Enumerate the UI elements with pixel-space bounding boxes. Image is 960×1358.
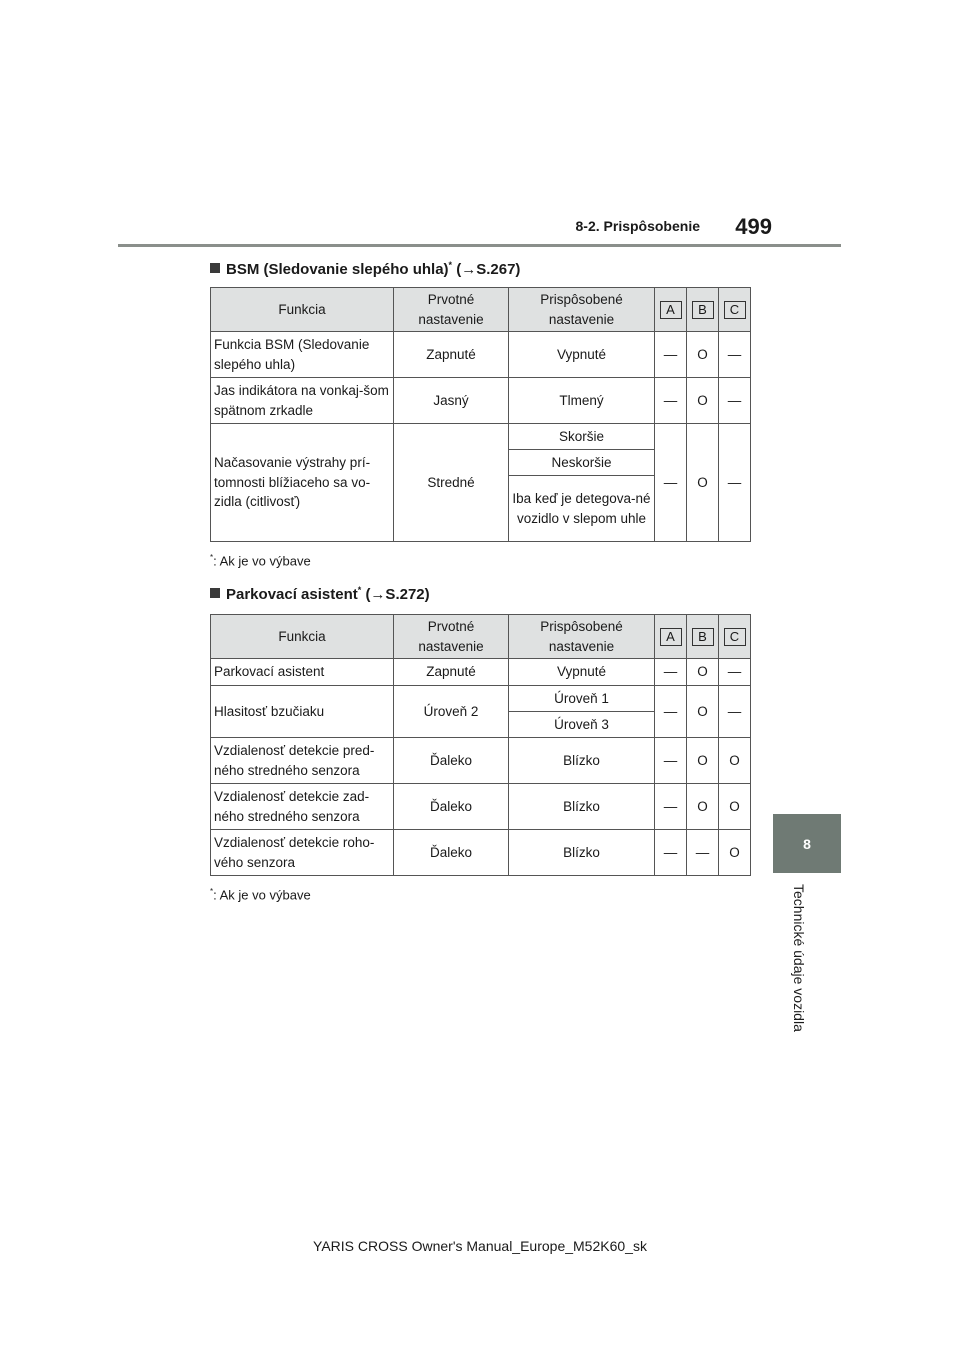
- footnote-text: : Ak je vo výbave: [213, 887, 311, 903]
- cell-c: O: [719, 738, 751, 784]
- cell-default: Zapnuté: [394, 332, 509, 378]
- bsm-heading: [210, 260, 520, 278]
- page-number: 499: [735, 214, 772, 239]
- cell-c: —: [719, 378, 751, 424]
- bsm-heading-text: BSM (Sledovanie slepého uhla): [226, 261, 449, 278]
- letter-a-icon: A: [660, 628, 682, 646]
- header-divider: [118, 244, 841, 247]
- cell-default: Úroveň 2: [394, 686, 509, 738]
- cell-b: O: [687, 686, 719, 738]
- cell-b: O: [687, 424, 719, 542]
- table-row: [211, 738, 751, 784]
- parking-heading: [210, 585, 430, 603]
- col-customized: Prispôsobené nastavenie: [509, 615, 655, 659]
- cell-b: O: [687, 784, 719, 830]
- chapter-label: Technické údaje vozidla: [791, 884, 807, 1032]
- cell-function: Načasovanie výstrahy prí-tomnosti blížiaceho sa vo-zidla (citlivosť): [211, 424, 394, 542]
- parking-heading-asterisk: *: [357, 585, 362, 595]
- letter-b-icon: B: [692, 628, 714, 646]
- cell-a: —: [655, 686, 687, 738]
- cell-default: Ďaleko: [394, 830, 509, 876]
- cell-b: —: [687, 830, 719, 876]
- cell-a: —: [655, 830, 687, 876]
- cell-a: —: [655, 784, 687, 830]
- col-b: [687, 615, 719, 659]
- cell-function: Parkovací asistent: [211, 659, 394, 686]
- table-row: [211, 378, 751, 424]
- col-default: Prvotné nastavenie: [394, 288, 509, 332]
- cell-default: Jasný: [394, 378, 509, 424]
- cell-function: Vzdialenosť detekcie roho-vého senzora: [211, 830, 394, 876]
- table-row: [211, 686, 751, 712]
- bsm-heading-ref: (→S.267): [456, 261, 521, 278]
- bsm-heading-asterisk: *: [448, 260, 453, 270]
- col-function: Funkcia: [211, 615, 394, 659]
- parking-heading-ref: (→S.272): [365, 586, 430, 603]
- table-header-row: [211, 288, 751, 332]
- col-function: Funkcia: [211, 288, 394, 332]
- table-header-row: [211, 615, 751, 659]
- footnote-text: : Ak je vo výbave: [213, 553, 311, 569]
- cell-customized: Blízko: [509, 830, 655, 876]
- cell-function: Vzdialenosť detekcie zad-ného stredného senzora: [211, 784, 394, 830]
- chapter-number: 8: [803, 835, 811, 852]
- table-row: [211, 830, 751, 876]
- cell-b: O: [687, 738, 719, 784]
- cell-c: —: [719, 332, 751, 378]
- cell-b: O: [687, 378, 719, 424]
- cell-customized: Blízko: [509, 784, 655, 830]
- cell-c: O: [719, 830, 751, 876]
- cell-b: O: [687, 332, 719, 378]
- parking-footnote: [210, 887, 311, 902]
- cell-default: Zapnuté: [394, 659, 509, 686]
- cell-a: —: [655, 332, 687, 378]
- letter-a-icon: A: [660, 301, 682, 319]
- col-a: [655, 615, 687, 659]
- footnote-asterisk: *: [210, 553, 214, 562]
- cell-default: Ďaleko: [394, 784, 509, 830]
- letter-c-icon: C: [724, 628, 746, 646]
- cell-option: Iba keď je detegova-né vozidlo v slepom uhle: [509, 476, 655, 542]
- cell-function: Vzdialenosť detekcie pred-ného stredného senzora: [211, 738, 394, 784]
- col-customized: Prispôsobené nastavenie: [509, 288, 655, 332]
- parking-heading-text: Parkovací asistent: [226, 586, 358, 603]
- footnote-asterisk: *: [210, 887, 214, 896]
- section-title: 8-2. Prispôsobenie: [575, 218, 700, 234]
- cell-a: —: [655, 659, 687, 686]
- col-c: [719, 615, 751, 659]
- cell-a: —: [655, 378, 687, 424]
- cell-option: Skoršie: [509, 424, 655, 450]
- cell-c: —: [719, 686, 751, 738]
- bsm-table: [210, 287, 751, 542]
- parking-table: [210, 614, 751, 876]
- bsm-footnote: [210, 553, 311, 568]
- cell-c: O: [719, 784, 751, 830]
- cell-customized: Blízko: [509, 738, 655, 784]
- cell-c: —: [719, 424, 751, 542]
- footer-manual-id: YARIS CROSS Owner's Manual_Europe_M52K60_sk: [313, 1238, 647, 1254]
- table-row: [211, 424, 751, 450]
- table-row: [211, 659, 751, 686]
- cell-a: —: [655, 738, 687, 784]
- table-row: [211, 784, 751, 830]
- cell-function: Jas indikátora na vonkaj-šom spätnom zrkadle: [211, 378, 394, 424]
- square-bullet-icon: [210, 588, 220, 598]
- cell-function: Funkcia BSM (Sledovanie slepého uhla): [211, 332, 394, 378]
- cell-default: Stredné: [394, 424, 509, 542]
- cell-c: —: [719, 659, 751, 686]
- col-c: [719, 288, 751, 332]
- cell-option: Úroveň 1: [509, 686, 655, 712]
- col-b: [687, 288, 719, 332]
- cell-a: —: [655, 424, 687, 542]
- cell-b: O: [687, 659, 719, 686]
- col-default: Prvotné nastavenie: [394, 615, 509, 659]
- cell-customized: Vypnuté: [509, 659, 655, 686]
- letter-c-icon: C: [724, 301, 746, 319]
- cell-function: Hlasitosť bzučiaku: [211, 686, 394, 738]
- cell-customized: Tlmený: [509, 378, 655, 424]
- letter-b-icon: B: [692, 301, 714, 319]
- table-row: [211, 332, 751, 378]
- col-a: [655, 288, 687, 332]
- chapter-tab: [773, 814, 841, 873]
- cell-option: Úroveň 3: [509, 712, 655, 738]
- cell-default: Ďaleko: [394, 738, 509, 784]
- cell-customized: Vypnuté: [509, 332, 655, 378]
- cell-option: Neskoršie: [509, 450, 655, 476]
- square-bullet-icon: [210, 263, 220, 273]
